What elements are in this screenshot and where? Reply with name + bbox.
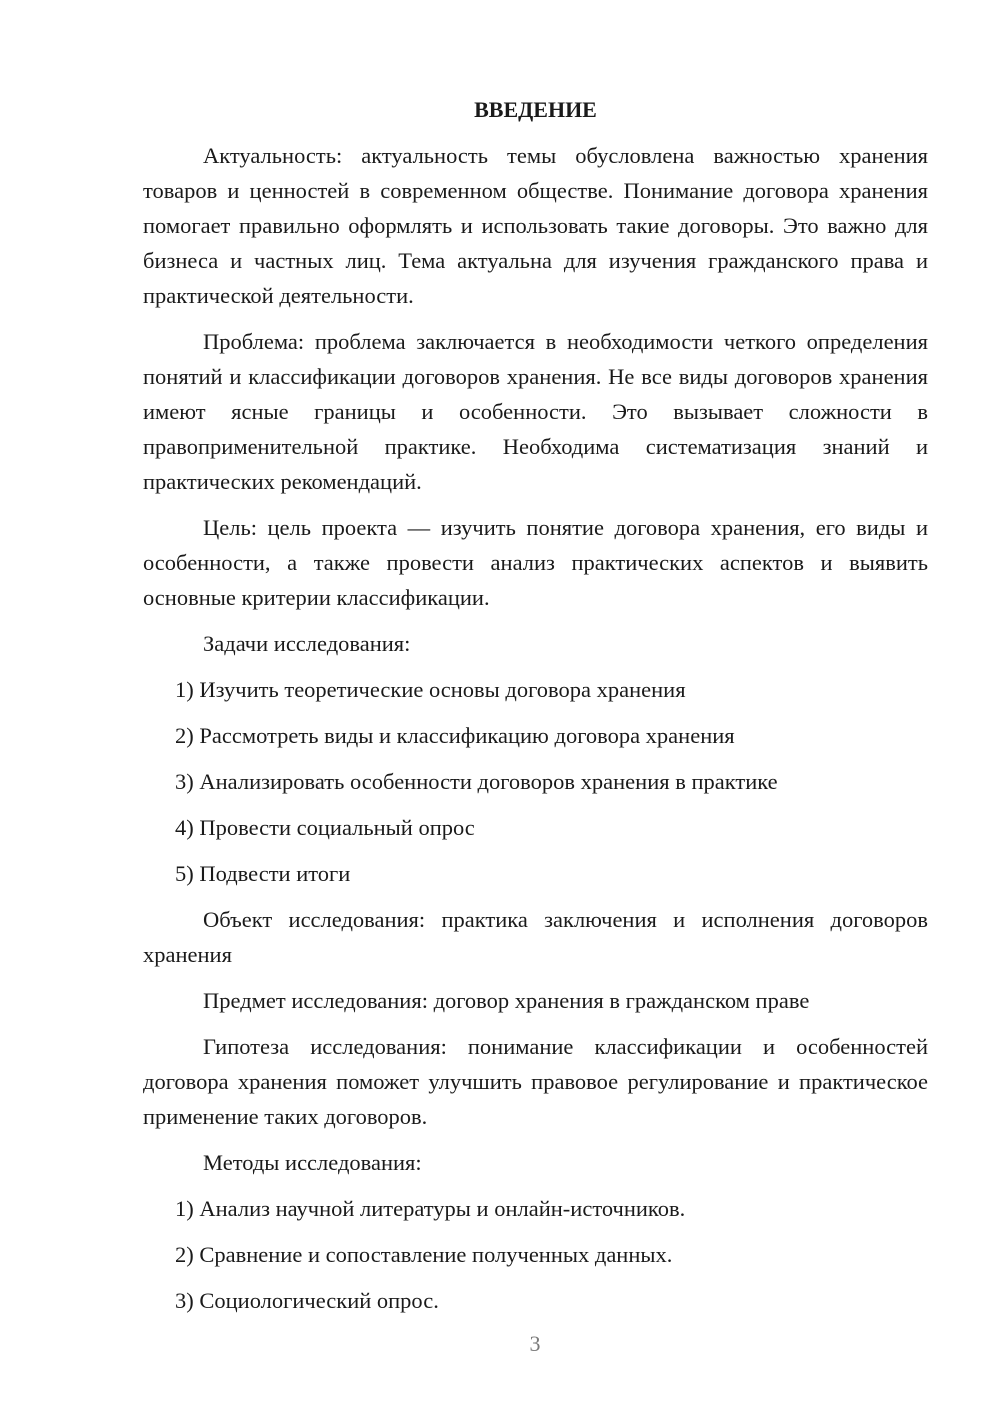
methods-list <box>143 1191 928 1318</box>
list-item: 1) Анализ научной литературы и онлайн-источников. <box>175 1196 686 1221</box>
goal-paragraph: Цель: цель проекта — изучить понятие договора хранения, его виды и особенности, а также провести анализ практических аспектов и выявить основные критерии классификации. <box>143 515 928 610</box>
relevance-paragraph: Актуальность: актуальность темы обусловлена важностью хранения товаров и ценностей в современном обществе. Понимание договора хранения помогает правильно оформлять и использовать такие договоры. Это важно для бизнеса и частных лиц. Тема актуальна для изучения гражданского права и практической деятельности. <box>143 143 928 308</box>
list-item: 5) Подвести итоги <box>175 861 351 886</box>
list-item: 2) Рассмотреть виды и классификацию договора хранения <box>175 723 735 748</box>
object-paragraph: Объект исследования: практика заключения и исполнения договоров хранения <box>143 907 928 967</box>
tasks-heading: Задачи исследования: <box>203 631 411 656</box>
page-content <box>143 92 928 1329</box>
page-number: 3 <box>529 1331 541 1356</box>
list-item: 3) Социологический опрос. <box>175 1288 439 1313</box>
list-item: 1) Изучить теоретические основы договора хранения <box>175 677 686 702</box>
subject-paragraph: Предмет исследования: договор хранения в гражданском праве <box>203 988 810 1013</box>
tasks-list <box>143 672 928 891</box>
problem-paragraph: Проблема: проблема заключается в необходимости четкого определения понятий и классификации договоров хранения. Не все виды договоров хранения имеют ясные границы и особенности. Это вызывает сложности в правоприменительной практике. Необходима систематизация знаний и практических рекомендаций. <box>143 329 928 494</box>
list-item: 4) Провести социальный опрос <box>175 815 475 840</box>
page-title: ВВЕДЕНИЕ <box>474 97 597 122</box>
list-item: 3) Анализировать особенности договоров хранения в практике <box>175 769 778 794</box>
list-item: 2) Сравнение и сопоставление полученных данных. <box>175 1242 673 1267</box>
methods-heading: Методы исследования: <box>203 1150 422 1175</box>
hypothesis-paragraph: Гипотеза исследования: понимание классификации и особенностей договора хранения поможет улучшить правовое регулирование и практическое применение таких договоров. <box>143 1034 928 1129</box>
